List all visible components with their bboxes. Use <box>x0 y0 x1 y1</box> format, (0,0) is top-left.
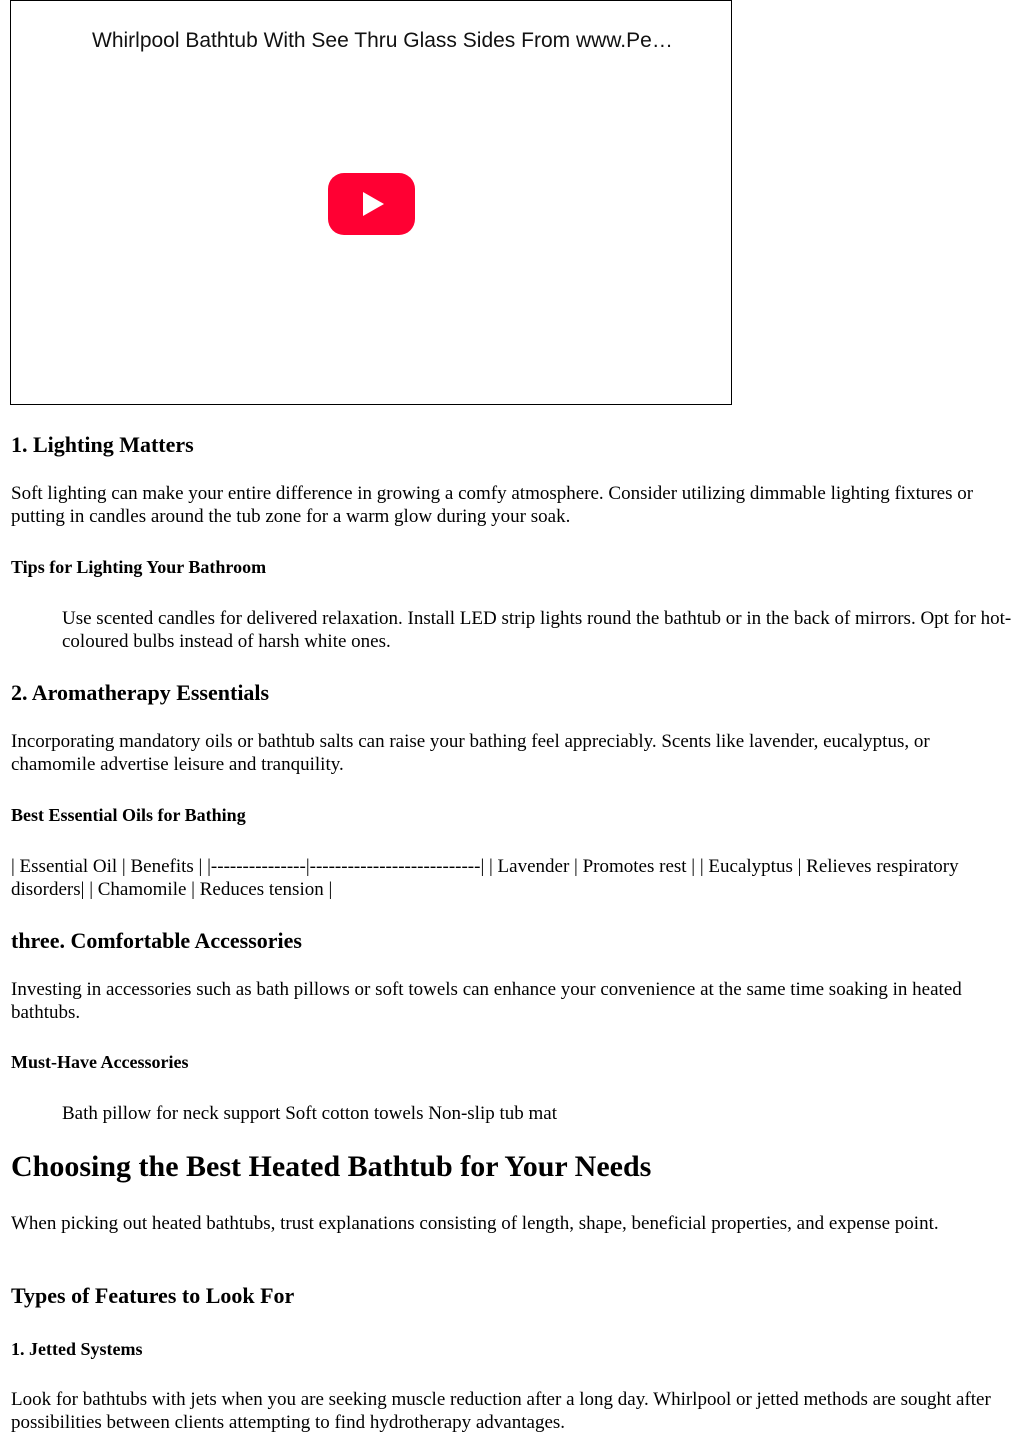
heading-lighting-tips: Tips for Lighting Your Bathroom <box>11 557 267 577</box>
heading-must-have: Must-Have Accessories <box>11 1052 189 1072</box>
play-button[interactable] <box>328 173 415 235</box>
video-title[interactable]: Whirlpool Bathtub With See Thru Glass Sides From www.Pe… <box>92 29 673 52</box>
heading-features: Types of Features to Look For <box>11 1283 295 1308</box>
heading-essential-oils: Best Essential Oils for Bathing <box>11 805 246 825</box>
heading-aromatherapy: 2. Aromatherapy Essentials <box>11 680 270 705</box>
heading-accessories: three. Comfortable Accessories <box>11 928 302 953</box>
paragraph-accessories: Investing in accessories such as bath pillows or soft towels can enhance your convenience at the same time soaking in heated bathtubs. <box>11 979 962 1023</box>
paragraph-lighting-tips: Use scented candles for delivered relaxation. Install LED strip lights round the bathtub or in the back of mirrors. Opt for hot-coloured bulbs instead of harsh white ones. <box>62 608 1012 652</box>
paragraph-choosing: When picking out heated bathtubs, trust explanations consisting of length, shape, beneficial properties, and expense point. <box>11 1213 939 1234</box>
play-icon <box>328 173 415 235</box>
heading-jetted: 1. Jetted Systems <box>11 1339 143 1359</box>
paragraph-must-have: Bath pillow for neck support Soft cotton towels Non-slip tub mat <box>62 1103 558 1124</box>
paragraph-lighting: Soft lighting can make your entire difference in growing a comfy atmosphere. Consider utilizing dimmable lighting fixtures or putting in candles around the tub zone for a warm glow during your soak. <box>11 483 974 527</box>
video-embed[interactable] <box>10 0 732 405</box>
heading-lighting: 1. Lighting Matters <box>11 432 194 457</box>
heading-choosing: Choosing the Best Heated Bathtub for Your Needs <box>11 1150 652 1183</box>
paragraph-aromatherapy: Incorporating mandatory oils or bathtub salts can raise your bathing feel appreciably. Scents like lavender, eucalyptus, or chamomile advertise leisure and tranquility. <box>11 731 930 775</box>
paragraph-jetted: Look for bathtubs with jets when you are seeking muscle reduction after a long day. Whirlpool or jetted methods are sought after possibilities between clients attempting to find hydrotherapy advantages. <box>11 1389 991 1433</box>
paragraph-oils-table: | Essential Oil | Benefits | |---------------|---------------------------| | Lavender | Promotes rest | | Eucalyptus | Relieves respiratory disorders| | Chamomile | Reduces tension | <box>11 856 959 900</box>
